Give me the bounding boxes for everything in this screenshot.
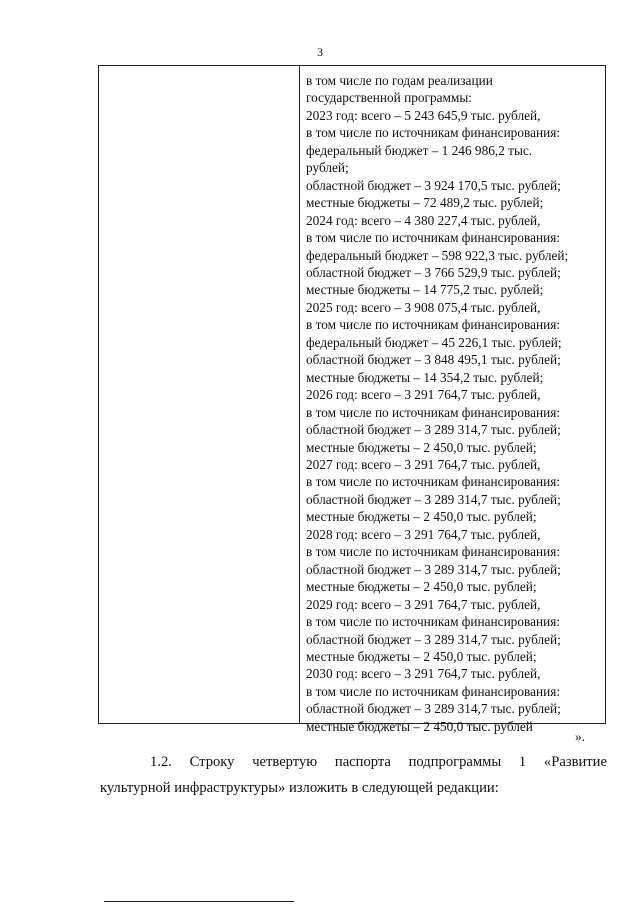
table-line: местные бюджеты – 14 354,2 тыс. рублей; xyxy=(306,369,544,385)
table-line: областной бюджет – 3 924 170,5 тыс. рублей; xyxy=(306,177,561,193)
footnote-rule xyxy=(104,901,294,902)
table-line: областной бюджет – 3 289 314,7 тыс. рублей; xyxy=(306,491,561,507)
closing-quote: ». xyxy=(575,729,585,744)
table-line: 2030 год: всего – 3 291 764,7 тыс. рублей, xyxy=(306,666,541,682)
paragraph-word: «Развитие xyxy=(543,754,607,770)
table-line: местные бюджеты – 2 450,0 тыс. рублей; xyxy=(306,509,537,525)
table-line: в том числе по источникам финансирования: xyxy=(306,683,561,699)
table-line: в том числе по источникам финансирования: xyxy=(306,474,561,490)
paragraph-line-2: культурной инфраструктуры» изложить в следующей редакции: xyxy=(100,780,499,796)
table-line: местные бюджеты – 72 489,2 тыс. рублей; xyxy=(306,195,544,211)
table-line: 2023 год: всего – 5 243 645,9 тыс. рублей, xyxy=(306,107,541,123)
table-line: местные бюджеты – 2 450,0 тыс. рублей; xyxy=(306,648,537,664)
table-line: областной бюджет – 3 289 314,7 тыс. рублей; xyxy=(306,701,561,717)
table-line: местные бюджеты – 2 450,0 тыс. рублей xyxy=(306,718,533,734)
financing-table xyxy=(98,65,606,734)
table-line: рублей; xyxy=(306,160,349,176)
paragraph-word: 1.2. xyxy=(150,754,172,770)
table-line: областной бюджет – 3 289 314,7 тыс. рублей; xyxy=(306,422,561,438)
table-line: областной бюджет – 3 766 529,9 тыс. рублей; xyxy=(306,264,561,280)
paragraph-word: паспорта xyxy=(334,754,391,770)
table-line: местные бюджеты – 2 450,0 тыс. рублей; xyxy=(306,439,537,455)
paragraph-line-1 xyxy=(100,752,607,773)
table-line: в том числе по источникам финансирования: xyxy=(306,614,561,630)
table-line: в том числе по годам реализации xyxy=(306,73,493,88)
table-line: областной бюджет – 3 848 495,1 тыс. рублей; xyxy=(306,352,561,368)
table-line: 2029 год: всего – 3 291 764,7 тыс. рублей, xyxy=(306,596,541,612)
paragraph-word: четвертую xyxy=(252,754,318,770)
table-right-cell xyxy=(300,66,605,734)
table-line: областной бюджет – 3 289 314,7 тыс. рублей; xyxy=(306,631,561,647)
table-line: 2025 год: всего – 3 908 075,4 тыс. рублей, xyxy=(306,299,541,315)
table-line: 2026 год: всего – 3 291 764,7 тыс. рублей, xyxy=(306,387,541,403)
table-line: федеральный бюджет – 598 922,3 тыс. рублей; xyxy=(306,247,569,263)
table-line: в том числе по источникам финансирования: xyxy=(306,544,561,560)
paragraph-word: Строку xyxy=(189,754,235,770)
table-line: 2028 год: всего – 3 291 764,7 тыс. рублей, xyxy=(306,526,541,542)
table-line: областной бюджет – 3 289 314,7 тыс. рублей; xyxy=(306,561,561,577)
table-line: в том числе по источникам финансирования: xyxy=(306,125,561,141)
page-number: 3 xyxy=(317,45,323,59)
table-line: государственной программы: xyxy=(306,90,472,106)
amendment-paragraph xyxy=(100,752,607,799)
table-line: в том числе по источникам финансирования: xyxy=(306,317,561,333)
table-line: федеральный бюджет – 45 226,1 тыс. рублей; xyxy=(306,334,562,350)
table-line: федеральный бюджет – 1 246 986,2 тыс. xyxy=(306,142,533,158)
table-line: 2024 год: всего – 4 380 227,4 тыс. рублей, xyxy=(306,212,541,228)
paragraph-word: 1 xyxy=(518,754,527,770)
table-left-cell xyxy=(99,66,300,723)
table-line: местные бюджеты – 14 775,2 тыс. рублей; xyxy=(306,282,544,298)
table-line: 2027 год: всего – 3 291 764,7 тыс. рублей, xyxy=(306,456,541,472)
table-line: в том числе по источникам финансирования: xyxy=(306,404,561,420)
table-line: местные бюджеты – 2 450,0 тыс. рублей; xyxy=(306,579,537,595)
table-line: в том числе по источникам финансирования: xyxy=(306,230,561,246)
paragraph-word: подпрограммы xyxy=(408,754,502,770)
